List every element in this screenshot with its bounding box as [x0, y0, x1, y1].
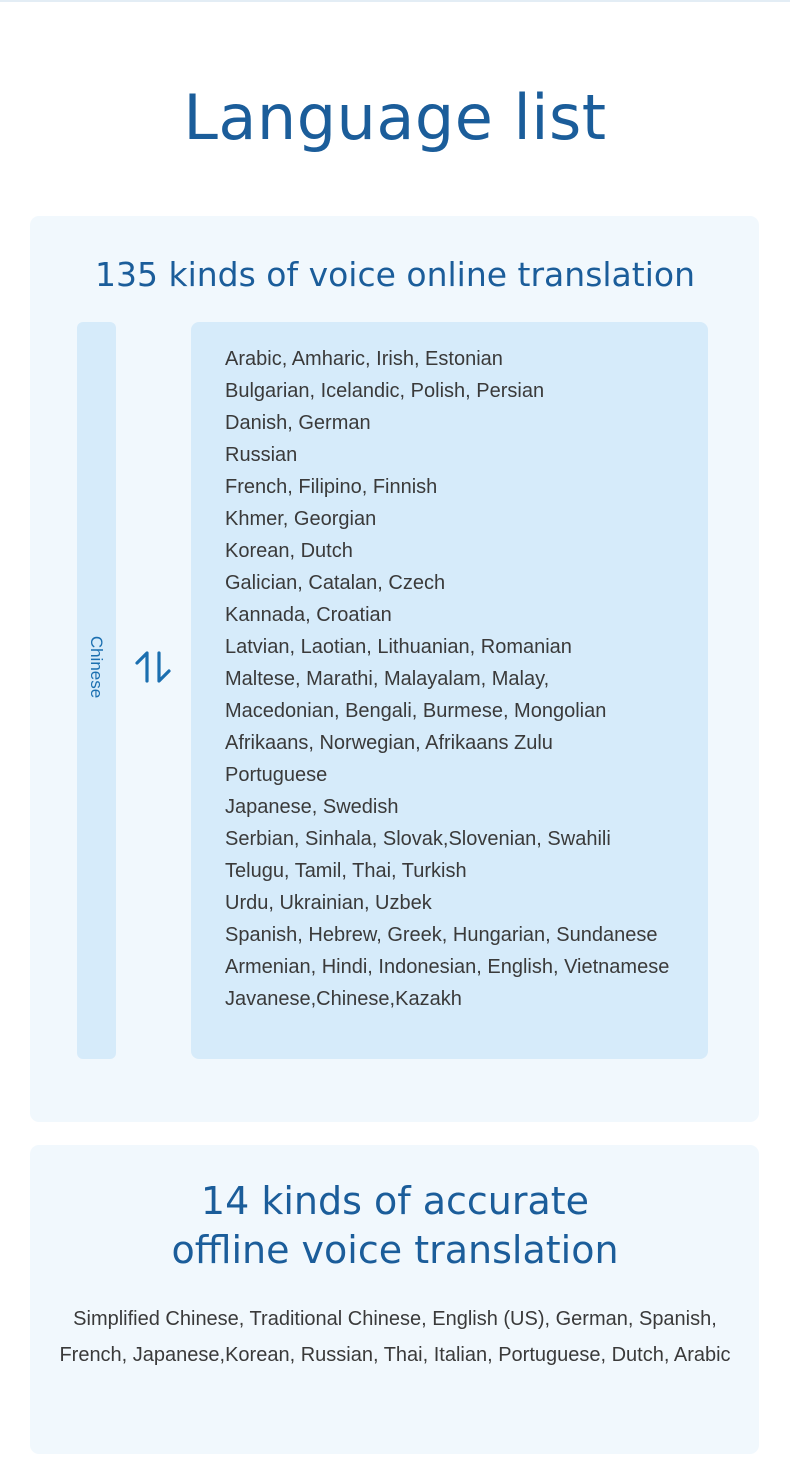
language-row: Macedonian, Bengali, Burmese, Mongolian: [225, 700, 607, 722]
language-row: Arabic, Amharic, Irish, Estonian: [225, 348, 503, 370]
language-row: Telugu, Tamil, Thai, Turkish: [225, 860, 467, 882]
offline-languages-line-1: Simplified Chinese, Traditional Chinese, English (US), German, Spanish,: [73, 1308, 717, 1330]
language-row: Bulgarian, Icelandic, Polish, Persian: [225, 380, 545, 402]
language-row: Khmer, Georgian: [225, 508, 377, 530]
top-divider: [0, 0, 790, 2]
online-translation-title: 135 kinds of voice online translation: [94, 255, 695, 294]
source-language-label: Chinese: [87, 635, 106, 699]
page-title: Language list: [183, 81, 607, 154]
offline-languages-line-2: French, Japanese,Korean, Russian, Thai, Italian, Portuguese, Dutch, Arabic: [59, 1344, 731, 1366]
language-row: Javanese,Chinese,Kazakh: [225, 988, 462, 1010]
language-row: Japanese, Swedish: [225, 796, 399, 818]
language-row: Korean, Dutch: [225, 540, 353, 562]
online-language-list: [225, 343, 669, 1015]
language-row: Maltese, Marathi, Malayalam, Malay,: [225, 668, 550, 690]
language-row: Danish, German: [225, 412, 371, 434]
language-row: French, Filipino, Finnish: [225, 476, 438, 498]
language-row: Latvian, Laotian, Lithuanian, Romanian: [225, 636, 572, 658]
swap-arrows-icon: [134, 650, 172, 684]
language-row: Russian: [225, 444, 298, 466]
language-row: Portuguese: [225, 764, 328, 786]
language-row: Armenian, Hindi, Indonesian, English, Vietnamese: [225, 956, 670, 978]
language-row: Galician, Catalan, Czech: [225, 572, 446, 594]
language-row: Urdu, Ukrainian, Uzbek: [225, 892, 432, 914]
offline-title-line-1: 14 kinds of accurate: [200, 1179, 590, 1223]
language-row: Spanish, Hebrew, Greek, Hungarian, Sundanese: [225, 924, 658, 946]
offline-translation-title: [0, 1177, 790, 1275]
language-row: Serbian, Sinhala, Slovak,Slovenian, Swahili: [225, 828, 611, 850]
language-row: Kannada, Croatian: [225, 604, 392, 626]
offline-language-list: [0, 1301, 790, 1373]
offline-title-line-2: offline voice translation: [171, 1228, 619, 1272]
language-row: Afrikaans, Norwegian, Afrikaans Zulu: [225, 732, 553, 754]
